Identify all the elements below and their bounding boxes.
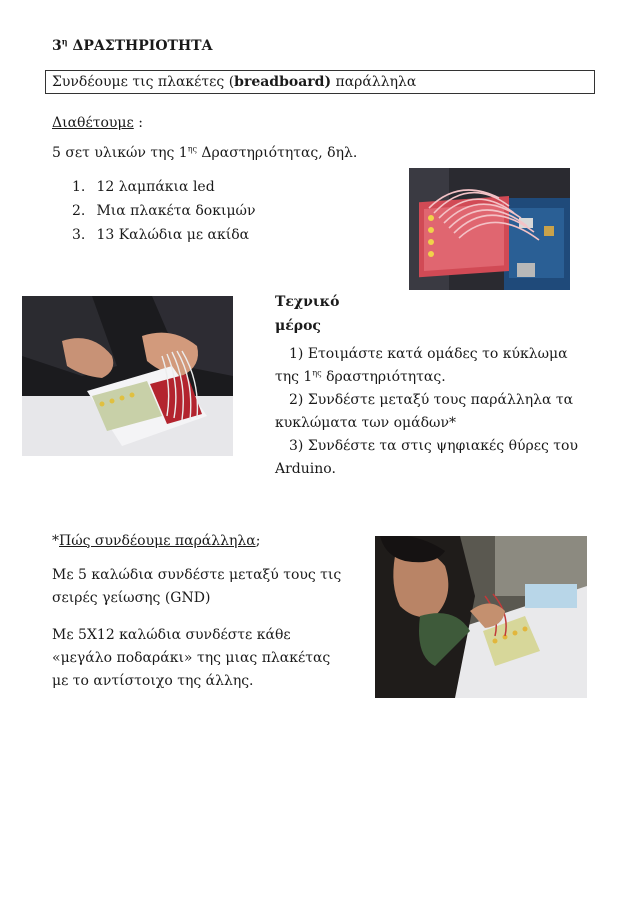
list-item: 3. 13 Καλώδια με ακίδα	[72, 227, 250, 243]
step-3-cont: Arduino.	[275, 461, 336, 477]
breadboard-arduino-photo	[409, 168, 570, 290]
students-working-photo	[375, 536, 587, 698]
materials-list	[72, 175, 255, 247]
legs-paragraph: Με 5Χ12 καλώδια συνδέστε κάθε «μεγάλο ποδαράκι» της μιας πλακέτας με το αντίστοιχο της άλλης.	[52, 627, 331, 689]
page-title: $3^\eta$ ΔΡΑΣΤΗΡΙΟΤΗΤΑ	[52, 36, 213, 54]
how-heading: *Πώς συνδέουμε παράλληλα;	[52, 533, 261, 549]
activity-subtitle-box: Συνδέουμε τις πλακέτες (breadboard) παράλληλα	[45, 70, 595, 94]
step-3: 3) Συνδέστε τα στις ψηφιακές θύρες του	[289, 438, 578, 454]
step-2: 2) Συνδέστε μεταξύ τους παράλληλα τα	[289, 392, 574, 408]
step-1-cont: της $1^{\eta\varsigma}$ δραστηριότητας.	[275, 368, 446, 385]
materials-intro: 5 σετ υλικών της $1^{\eta\varsigma}$ Δραστηριότητας, δηλ.	[52, 144, 358, 161]
hands-wiring-photo	[22, 296, 233, 456]
step-1: 1) Ετοιμάστε κατά ομάδες το κύκλωμα	[289, 346, 568, 362]
gnd-paragraph: Με 5 καλώδια συνδέστε μεταξύ τους τις σειρές γείωσης (GND)	[52, 567, 342, 606]
technical-heading: Τεχνικό μέρος	[275, 294, 340, 334]
step-2-cont: κυκλώματα των ομάδων*	[275, 415, 456, 431]
list-item: 1. 12 λαμπάκια led	[72, 179, 215, 195]
steps-block	[275, 343, 593, 481]
available-heading: Διαθέτουμε :	[52, 115, 143, 131]
list-item: 2. Μια πλακέτα δοκιμών	[72, 203, 256, 219]
